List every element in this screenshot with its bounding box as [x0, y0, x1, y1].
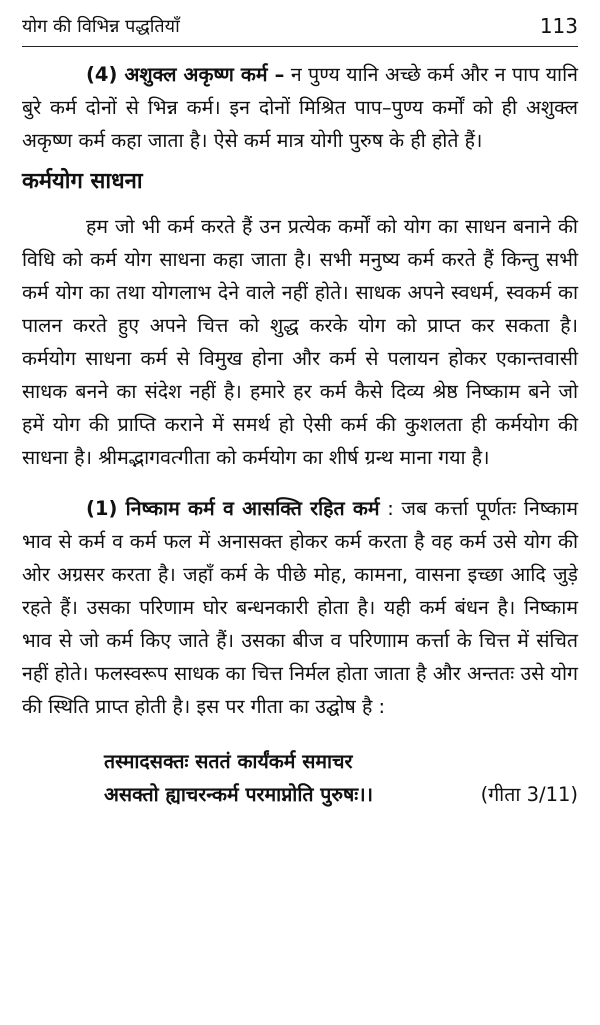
running-title: योग की विभिन्न पद्धतियाँ: [22, 16, 180, 37]
verse-line-1: तस्मादसक्तः सततं कार्यंकर्म समाचर: [104, 750, 353, 773]
paragraph-karmayoga: हम जो भी कर्म करते हैं उन प्रत्येक कर्मों को योग का साधन बनाने की विधि को कर्म योग साधना कहा जाता है। सभी मनुष्य कर्म करते हैं किन्तु सभी कर्म योग का तथा योगलाभ देने वाले नहीं होते। साधक अपने स्वधर्म, स्वकर्म का पालन करते हुए अपने चित्त को शुद्ध करके योग को प्राप्त कर सकता है। कर्मयोग साधना कर्म से विमुख होना और कर्म से पलायन होकर एकान्तवासी साधक बनने का संदेश नहीं है। हमारे हर कर्म कैसे दिव्य श्रेष्ठ निष्काम बने जो हमें योग की प्राप्ति कराने में समर्थ हो ऐसी कर्म की कुशलता ही कर्मयोग की साधना है। श्रीमद्भागवत्गीता को कर्मयोग का शीर्ष ग्रन्थ माना गया है।: [22, 215, 578, 469]
paragraph-ashukla-akrishna: [22, 58, 578, 157]
section-heading: कर्मयोग साधना: [22, 169, 143, 194]
paragraph-lead: (4) अशुक्ल अकृष्ण कर्म –: [86, 63, 285, 86]
verse-reference: (गीता 3/11): [480, 783, 578, 806]
gita-verse: [22, 745, 578, 811]
paragraph-text: : जब कर्त्ता पूर्णतः निष्काम भाव से कर्म व कर्म फल में अनासक्त होकर कर्म करता है वह कर्म उसे योग की ओर अग्रसर करता है। जहाँ कर्म के पीछे मोह, कामना, वासना इच्छा आदि जुड़े रहते हैं। उसका परिणाम घोर बन्धनकारी होता है। यही कर्म बंधन है। निष्काम भाव से जो कर्म किए जाते हैं। उसका बीज व परिणााम कर्त्ता के चित्त में संचित नहीं होते। फलस्वरूप साधक का चित्त निर्मल होता जाता है और अन्ततः उसे योग की स्थिति प्राप्त होती है। इस पर गीता का उद्घोष है :: [22, 497, 578, 718]
page-header: [22, 6, 578, 47]
verse-line-2-text: असक्तो ह्याचरन्कर्म परमाप्नोति पुरुषः।।: [104, 783, 374, 806]
paragraph-lead: (1) निष्काम कर्म व आसक्ति रहित कर्म: [86, 497, 380, 520]
paragraph-nishkam-karma: [22, 492, 578, 723]
verse-line-2: [104, 778, 578, 811]
paragraph-text: न पुण्य यानि अच्छे कर्म और न पाप यानि बुरे कर्म दोनों से भिन्न कर्म। इन दोनों मिश्रित पाप–पुण्य कर्मों को ही अशुक्ल अकृष्ण कर्म कहा जाता है। ऐसे कर्म मात्र योगी पुरुष के ही होते हैं।: [22, 63, 578, 152]
page-body: [22, 58, 578, 811]
page-number: 113: [539, 14, 578, 38]
